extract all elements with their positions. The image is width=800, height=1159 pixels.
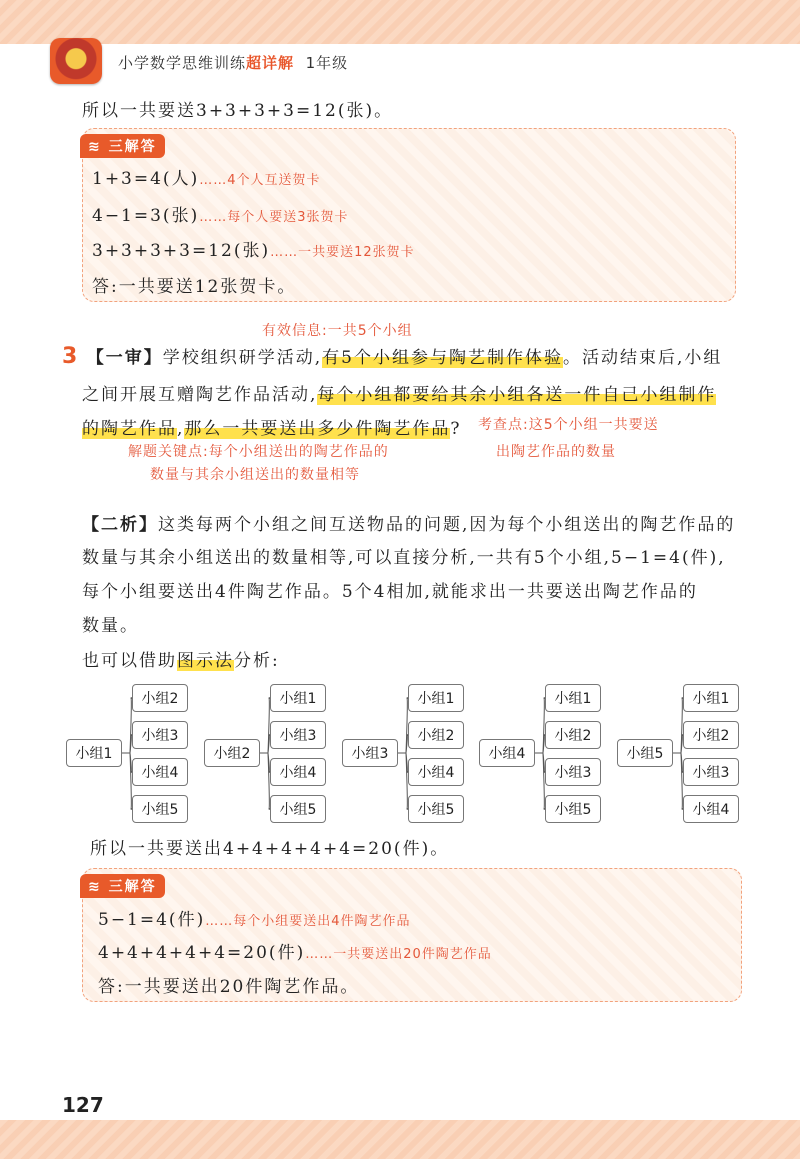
diagram-1-source: 小组1 <box>66 739 122 767</box>
analysis-line-2: 数量与其余小组送出的数量相等,可以直接分析,一共有5个小组,5−1=4(件), <box>82 548 726 568</box>
analysis-text-1: 这类每两个小组之间互送物品的问题,因为每个小组送出的陶艺作品的 <box>158 515 736 535</box>
diagram-2-target-1: 小组1 <box>270 684 326 712</box>
diagram-1-target-4: 小组5 <box>132 795 188 823</box>
diagram-2-arrow-2 <box>260 735 269 753</box>
footer-band <box>0 1120 800 1159</box>
diagram-5-source: 小组5 <box>617 739 673 767</box>
diagram-4-target-3: 小组3 <box>545 758 601 786</box>
prev-note-3: ……一共要送12张贺卡 <box>270 245 415 260</box>
q3-answer-line-2 <box>98 938 492 963</box>
prev-note-1: ……4个人互送贺卡 <box>199 173 321 188</box>
diagram-4-arrow-1 <box>535 698 544 753</box>
diagram-2-arrow-3 <box>260 753 269 772</box>
q3-line2-a: 之间开展互赠陶艺作品活动, <box>82 385 318 405</box>
diagram-3-target-2: 小组2 <box>408 721 464 749</box>
diagram-1-arrow-3 <box>122 753 131 772</box>
q3-note-2: ……一共要送出20件陶艺作品 <box>305 947 492 962</box>
diagram-2-source: 小组2 <box>204 739 260 767</box>
diagram-3-target-4: 小组5 <box>408 795 464 823</box>
analysis-line-1 <box>82 510 735 535</box>
prev-summary: 所以一共要送3+3+3+3=12(张)。 <box>82 101 394 121</box>
diagram-5-target-3: 小组3 <box>683 758 739 786</box>
diagram-4-arrow-4 <box>535 753 544 809</box>
diagram-2-target-3: 小组4 <box>270 758 326 786</box>
note-effective-info: 有效信息:一共5个小组 <box>262 323 413 339</box>
q3-line3-highlight-2: 那么一共要送出多少件陶艺作品 <box>184 419 451 439</box>
prev-line-3 <box>92 236 415 261</box>
diagram-3-arrow-3 <box>398 753 407 772</box>
diagram-5-target-1: 小组1 <box>683 684 739 712</box>
diagram-4-arrow-3 <box>535 753 544 772</box>
prev-answer-badge: ≋ 三解答 <box>80 134 165 158</box>
diagram-3-arrow-2 <box>398 735 407 753</box>
diagram-2-target-2: 小组3 <box>270 721 326 749</box>
q3-eq-1: 5−1=4(件) <box>98 910 206 930</box>
note-checkpoint-2: 出陶艺作品的数量 <box>496 444 616 460</box>
diagram-4-target-2: 小组2 <box>545 721 601 749</box>
diagram-5-target-4: 小组4 <box>683 795 739 823</box>
diagram-1-target-3: 小组4 <box>132 758 188 786</box>
diagram-intro <box>82 646 280 671</box>
analysis-line-3: 每个小组要送出4件陶艺作品。5个4相加,就能求出一共要送出陶艺作品的 <box>82 582 698 602</box>
diagram-2-target-4: 小组5 <box>270 795 326 823</box>
diagram-1-arrow-4 <box>122 753 131 809</box>
note-key-1: 解题关键点:每个小组送出的陶艺作品的 <box>128 444 389 460</box>
diagram-3-arrow-1 <box>398 698 407 753</box>
q3-eq-2: 4+4+4+4+4=20(件) <box>98 943 306 963</box>
q3-note-1: ……每个小组要送出4件陶艺作品 <box>205 914 411 929</box>
q3-line-2 <box>82 380 716 405</box>
q3-answer-line-1 <box>98 905 410 930</box>
diagram-4-source: 小组4 <box>479 739 535 767</box>
tag-analysis: 【二析】 <box>82 515 158 535</box>
prev-eq-2: 4−1=3(张) <box>92 206 200 226</box>
question-number: 3 <box>62 344 80 369</box>
title-highlight: 超详解 <box>246 54 295 72</box>
q3-answer-badge: ≋ 三解答 <box>80 874 165 898</box>
q3-line1-b: 。活动结束后,小组 <box>562 348 723 368</box>
prev-line-2 <box>92 201 348 226</box>
q3-line-3 <box>82 414 462 439</box>
diagram-1-target-2: 小组3 <box>132 721 188 749</box>
q3-line3-question: ? <box>450 419 462 439</box>
grade-label: 1年级 <box>305 54 349 72</box>
prev-eq-1: 1+3=4(人) <box>92 169 200 189</box>
q3-line2-highlight: 每个小组都要给其余小组各送一件自己小组制作 <box>317 385 717 405</box>
note-key-2: 数量与其余小组送出的数量相等 <box>150 467 360 483</box>
diagram-3-arrow-4 <box>398 753 407 809</box>
diagram-3-target-1: 小组1 <box>408 684 464 712</box>
title-prefix: 小学数学思维训练 <box>118 54 247 72</box>
diagram-2-arrow-1 <box>260 698 269 753</box>
q3-line3-comma: , <box>177 419 185 439</box>
q3-line3-highlight-1: 的陶艺作品 <box>82 419 177 439</box>
diagram-1-target-1: 小组2 <box>132 684 188 712</box>
diagram-4-target-4: 小组5 <box>545 795 601 823</box>
q3-summary: 所以一共要送出4+4+4+4+4=20(件)。 <box>90 839 450 859</box>
diagram-intro-b: 分析: <box>234 651 280 671</box>
prev-eq-3: 3+3+3+3=12(张) <box>92 241 271 261</box>
prev-note-2: ……每个人要送3张贺卡 <box>199 210 349 225</box>
diagram-5-arrow-3 <box>673 753 682 772</box>
analysis-line-4: 数量。 <box>82 616 139 636</box>
q3-answer: 答:一共要送出20件陶艺作品。 <box>98 977 360 997</box>
diagram-5-arrow-2 <box>673 735 682 753</box>
diagram-intro-a: 也可以借助 <box>82 651 177 671</box>
diagram-3-source: 小组3 <box>342 739 398 767</box>
book-logo <box>50 38 102 84</box>
diagram-intro-highlight: 图示法 <box>177 651 234 671</box>
note-checkpoint-1: 考查点:这5个小组一共要送 <box>478 417 659 433</box>
tag-review: 【一审】 <box>86 348 163 368</box>
page-number: 127 <box>62 1093 104 1117</box>
diagram-5-arrow-4 <box>673 753 682 809</box>
diagram-5-target-2: 小组2 <box>683 721 739 749</box>
diagram-3-target-3: 小组4 <box>408 758 464 786</box>
diagram-4-target-1: 小组1 <box>545 684 601 712</box>
q3-line-1 <box>62 343 722 369</box>
q3-line1-highlight: 有5个小组参与陶艺制作体验 <box>322 348 563 368</box>
q3-line1-a: 学校组织研学活动, <box>162 348 323 368</box>
diagram-2-arrow-4 <box>260 753 269 809</box>
diagram-5-arrow-1 <box>673 698 682 753</box>
prev-line-1 <box>92 164 320 189</box>
book-title <box>118 52 348 73</box>
diagram-4-arrow-2 <box>535 735 544 753</box>
diagram-1-arrow-1 <box>122 698 131 753</box>
prev-answer: 答:一共要送12张贺卡。 <box>92 277 297 297</box>
diagram-1-arrow-2 <box>122 735 131 753</box>
